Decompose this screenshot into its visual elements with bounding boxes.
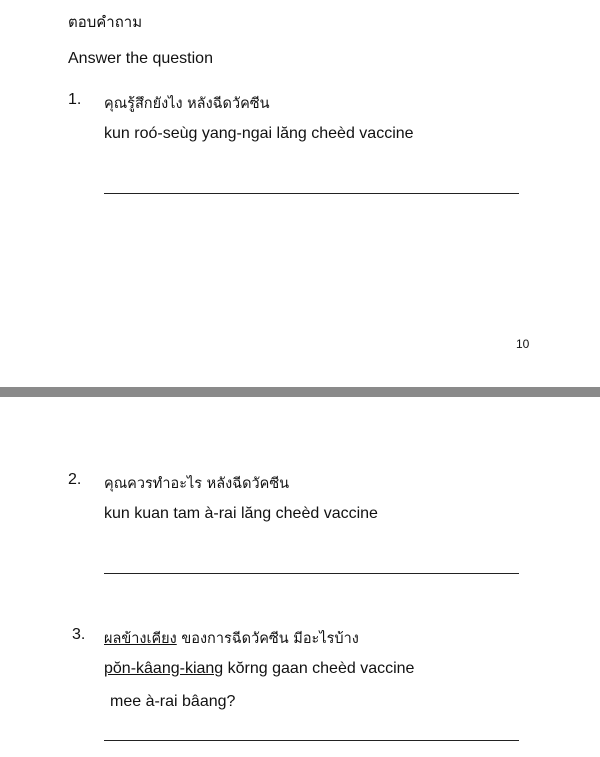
question-2-romanization: kun kuan tam à-rai lăng cheèd vaccine [104,505,378,522]
question-1-answer-line[interactable] [104,193,519,194]
question-3-answer-line[interactable] [104,740,519,741]
question-3-romanization-line-2: mee à-rai bâang? [110,693,236,710]
question-3-roman-rest: kŏrng gaan cheèd vaccine [223,660,415,677]
question-3-thai-rest: ของการฉีดวัคซีน มีอะไรบ้าง [176,631,359,647]
page-break-divider [0,387,600,397]
question-3-thai-keyword: ผลข้างเคียง [104,631,177,647]
page-thai-title: ตอบคำถาม [68,13,143,31]
question-3-number: 3. [72,626,86,643]
page-number: 10 [516,337,530,351]
question-3-romanization [104,660,414,678]
question-2-answer-line[interactable] [104,573,519,574]
question-1-number: 1. [68,91,82,108]
question-1-thai: คุณรู้สึกยังไง หลังฉีดวัคซีน [104,96,270,112]
page-english-title: Answer the question [68,50,213,67]
question-3-roman-keyword: pŏn-kâang-kiang [104,660,224,677]
question-2-number: 2. [68,471,82,488]
question-3-thai [104,627,359,650]
question-2-thai: คุณควรทำอะไร หลังฉีดวัคซีน [104,476,290,492]
question-1-romanization: kun roó-seùg yang-ngai lăng cheèd vaccine [104,125,414,142]
